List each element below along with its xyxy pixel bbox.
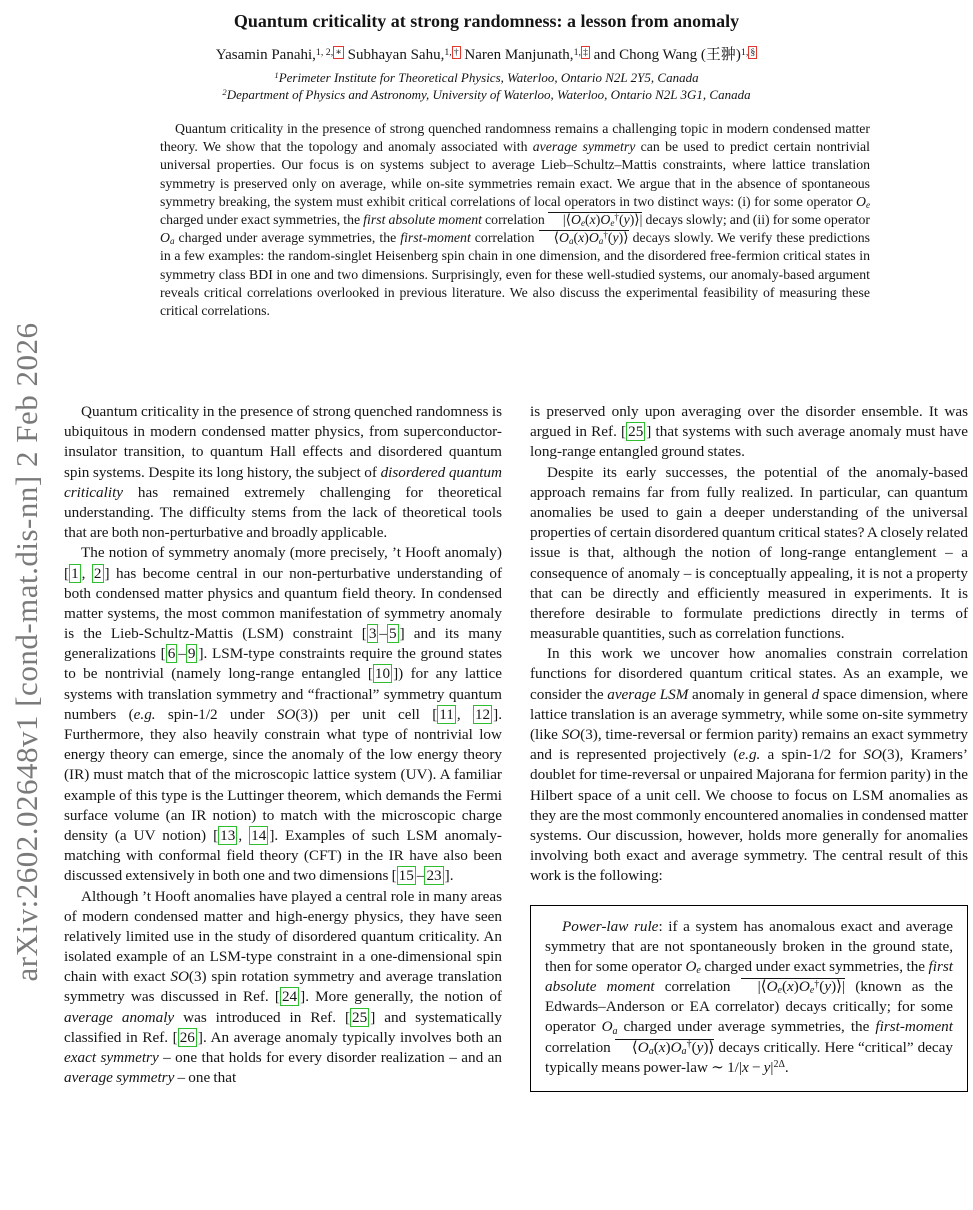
text-run: ] xyxy=(493,705,499,723)
text-run: (known as the Edwards–Anderson or EA correlator) decays critically; for some operator xyxy=(545,978,954,1036)
text-run: O xyxy=(588,230,599,246)
text-run: correlation xyxy=(654,978,741,996)
citation-link[interactable]: 3 xyxy=(368,625,377,643)
text-run: In this work we uncover how anomalies constrain correlation functions for disordered quantum critical states. As an example, we consider the xyxy=(530,645,968,703)
text-run: |⟨ xyxy=(562,212,572,228)
text-run: can be used to predict certain nontrivial universal properties. Our focus is on systems subject to average Lieb–Schultz–Mattis constraints, where lattice translation symmetry is preserved only on average, while on-site symmetries remain exact. We argue that in the absence of spontaneous symmetry breaking, the system must exhibit critical correlations of local operators in two distinct ways: (i) for some operator xyxy=(160,139,871,209)
text-run: 2Δ xyxy=(773,1059,785,1071)
text-run: [ xyxy=(432,705,438,723)
text-run: . LSM-type constraints require the ground states to be nontrivial (namely long-range entangled xyxy=(64,645,503,683)
text-run: O xyxy=(601,1018,613,1036)
text-run: x xyxy=(578,230,585,246)
text-run: ) xyxy=(584,230,589,246)
text-run: . More generally, the notion of xyxy=(305,988,502,1006)
affiliation-line-1 xyxy=(0,70,973,87)
text-run: ( xyxy=(819,978,825,996)
text-run: [ xyxy=(367,665,373,683)
two-column-body xyxy=(64,402,968,1092)
text-run: x xyxy=(787,978,794,996)
paragraph xyxy=(64,887,502,1089)
text-run: space dimension, where lattice translation is an average symmetry, while some on-site symmetry (like xyxy=(530,685,968,743)
text-run: Although ’t Hooft anomalies have played a central role in many areas of modern condensed matter and high-energy physics, they have seen relatively limited use in the study of disordered quantum criticality. An isolated example of an LSM-type constraint in a one-dimensional spin chain with exact xyxy=(64,887,502,986)
text-run: exact symmetry xyxy=(64,1049,159,1066)
text-run: O xyxy=(766,978,778,996)
text-run: . Examples of such LSM anomaly-matching with conformal field theory (CFT) in the IR have also been discussed extensively in both one and two dimensions xyxy=(64,826,502,885)
right-column-paragraphs xyxy=(530,402,968,887)
text-run: SO xyxy=(276,705,296,723)
text-run: 2 xyxy=(222,86,227,97)
text-run: [ xyxy=(274,988,280,1006)
text-run: . xyxy=(449,867,454,885)
text-run: ( xyxy=(653,1038,659,1056)
citation-link[interactable]: 9 xyxy=(187,645,196,663)
text-run: ⟨ xyxy=(631,1038,638,1056)
text-run: SO xyxy=(863,746,882,764)
text-run: 1 xyxy=(274,70,279,81)
text-run: and its many generalizations xyxy=(64,625,502,663)
citation-link[interactable]: 14 xyxy=(251,826,267,844)
text-run: a spin-1/2 for xyxy=(760,746,864,764)
text-run: O xyxy=(855,193,866,209)
text-run: Yasamin Panahi, xyxy=(215,47,316,63)
text-run: 1, xyxy=(573,46,581,58)
text-run: ) xyxy=(793,978,799,996)
text-run: a xyxy=(598,236,604,247)
citation-link[interactable]: 13 xyxy=(220,826,236,844)
text-run: O xyxy=(637,1038,649,1056)
text-run: )⟩ xyxy=(703,1038,715,1056)
text-run: correlation xyxy=(545,1038,615,1056)
text-run: first-moment xyxy=(400,230,471,246)
text-run: average anomaly xyxy=(64,1008,175,1026)
text-run: Naren Manjunath, xyxy=(460,47,574,63)
text-run: has become central in our non-perturbative understanding of both condensed matter physics and quantum field theory. In condensed matter systems, the most common manifestation of symmetry anomaly is the Lieb-Schultz-Mattis (LSM) constraint xyxy=(64,564,502,643)
text-run: spin-1/2 under xyxy=(155,705,277,723)
text-run: – xyxy=(416,867,425,885)
paper-title: Quantum criticality at strong randomness: a lesson from anomaly xyxy=(233,11,740,31)
paragraph xyxy=(64,543,502,886)
text-run: [ xyxy=(64,564,70,582)
citation-link[interactable]: 1 xyxy=(71,564,79,582)
text-run: e xyxy=(696,965,701,977)
text-run: e xyxy=(777,985,782,997)
text-run: ( xyxy=(573,230,579,246)
text-run: † xyxy=(814,978,820,990)
overline-math xyxy=(539,230,629,245)
text-run: † xyxy=(686,1039,692,1051)
text-run: Department of Physics and Astronomy, University of Waterloo, Waterloo, Ontario N2L 3G1, Canada xyxy=(226,86,751,102)
text-run: ( xyxy=(691,1038,697,1056)
text-run: ) for any lattice systems with translation symmetry and “fractional” symmetry quantum numbers ( xyxy=(64,665,503,723)
text-run: Quantum criticality in the presence of strong quenched randomness remains a challenging topic in modern condensed matter theory. We show that the topology and anomaly associated with xyxy=(160,121,870,155)
citation-link[interactable]: 25 xyxy=(628,423,644,441)
text-run: d xyxy=(811,685,820,703)
author-line xyxy=(0,46,973,65)
text-run: a xyxy=(568,236,574,247)
text-run: correlation xyxy=(470,230,539,246)
text-run: Despite its early successes, the potential of the anomaly-based approach remains far from fully realized. In particular, can quantum anomalies be used to gain a deeper understanding of the universal properties of certain disordered quantum critical states? A closely related issue is that, although the notion of long-range entanglement – a consequence of anomaly – is conceptually appealing, it is not a property that can be directly and efficiently measured in experiments. It is therefore desirable to formulate predictions directly in terms of measurable quantities, such as correlation functions. xyxy=(530,463,968,643)
text-run: average LSM xyxy=(607,685,689,703)
text-run: O xyxy=(558,230,569,246)
text-run: y xyxy=(763,1058,771,1076)
text-run: )⟩ xyxy=(618,230,629,246)
text-run: x xyxy=(741,1058,749,1076)
text-run: average symmetry xyxy=(532,139,636,155)
text-run: O xyxy=(685,957,697,975)
text-run: (3), time-reversal or fermion parity) remains an exact symmetry and is represented projectively ( xyxy=(530,726,969,764)
text-run: [ xyxy=(172,1028,178,1046)
text-run: ) xyxy=(665,1038,671,1056)
text-run: charged under average symmetries, the xyxy=(174,230,401,246)
text-run: ] xyxy=(370,1008,376,1026)
citation-link[interactable]: 24 xyxy=(281,988,298,1006)
text-run: was introduced in Ref. xyxy=(174,1008,345,1026)
text-run: decays slowly; and (ii) for some operator xyxy=(642,212,871,228)
text-run: SO xyxy=(561,726,581,743)
right-column xyxy=(530,402,968,1092)
text-run: a xyxy=(612,1025,618,1037)
text-run: 1, xyxy=(740,46,749,58)
citation-link[interactable]: 5 xyxy=(389,625,397,643)
text-run: O xyxy=(798,978,810,996)
text-run: ( xyxy=(781,978,788,996)
text-run: decays critically. Here “critical” decay typically means power-law ∼ 1/| xyxy=(545,1038,953,1076)
citation-link[interactable]: 11 xyxy=(439,705,454,723)
text-run: [ xyxy=(344,1008,351,1026)
citation-link[interactable]: 26 xyxy=(179,1028,195,1046)
citation-link[interactable]: 23 xyxy=(426,867,442,885)
text-run: – xyxy=(379,625,387,643)
overline-math xyxy=(548,212,643,227)
text-run: e xyxy=(809,985,815,997)
text-run: first absolute moment xyxy=(363,212,482,228)
text-run: ] xyxy=(269,826,275,844)
arxiv-watermark: arXiv:2602.02648v1 [cond-mat.dis-nn] 2 Feb 2026 xyxy=(9,322,44,982)
paragraph xyxy=(530,463,968,645)
text-run: has remained extremely challenging for theoretical understanding. The difficulty stems from the lack of theoretical tools that are both non-perturbative and broadly applicable. xyxy=(64,483,502,542)
text-run: a xyxy=(169,236,175,247)
text-run: ( xyxy=(618,212,624,228)
citation-link[interactable]: 10 xyxy=(374,665,391,683)
text-run: (3) spin rotation symmetry and average translation symmetry was discussed in Ref. xyxy=(64,968,502,1006)
text-run: ] xyxy=(393,665,399,683)
text-run: O xyxy=(160,230,170,246)
text-run: , xyxy=(81,564,92,582)
text-run: e xyxy=(581,218,586,229)
paragraph xyxy=(530,644,968,886)
text-run: e.g. xyxy=(133,705,156,723)
text-run: | xyxy=(770,1058,774,1076)
text-run: ( xyxy=(585,212,590,228)
text-run: y xyxy=(623,212,630,228)
power-law-rule-box xyxy=(530,905,968,1093)
text-run: O xyxy=(600,212,611,228)
text-run: , xyxy=(238,826,250,844)
text-run: [ xyxy=(361,625,367,643)
text-run: x xyxy=(589,212,596,228)
overline-math xyxy=(741,978,846,995)
text-run: disordered quantum criticality xyxy=(64,463,502,501)
text-run: [ xyxy=(160,645,166,663)
text-run: and systematically classified in Ref. xyxy=(64,1008,502,1046)
text-run: that systems with such average anomaly must have long-range entangled ground states. xyxy=(530,423,968,461)
text-run: . xyxy=(784,1058,789,1076)
text-run: Perimeter Institute for Theoretical Physics, Waterloo, Ontario N2L 2Y5, Canada xyxy=(278,70,699,85)
text-run: charged under exact symmetries, the xyxy=(160,212,364,228)
text-run: a xyxy=(681,1045,687,1057)
text-run: [ xyxy=(213,826,219,844)
footnote-link[interactable]: ‡ xyxy=(582,46,588,58)
citation-link[interactable]: 25 xyxy=(352,1008,368,1026)
text-run: † xyxy=(603,230,608,241)
power-law-rule-text xyxy=(545,917,953,1079)
overline-math xyxy=(615,1039,715,1056)
text-run: ] xyxy=(197,1028,203,1046)
text-run: . An average anomaly typically involves both an xyxy=(202,1028,502,1046)
text-run: ] xyxy=(300,988,306,1006)
text-run: e.g. xyxy=(738,746,761,764)
paragraph xyxy=(64,402,502,543)
affiliations xyxy=(0,70,973,103)
footnote-link[interactable]: † xyxy=(453,46,459,58)
text-run: † xyxy=(614,211,619,222)
text-run: − xyxy=(748,1058,764,1076)
text-run: The notion of symmetry anomaly (more precisely, ’t Hooft anomaly) xyxy=(81,544,502,562)
text-run: is preserved only upon averaging over the disorder ensemble. It was argued in Ref. xyxy=(530,403,968,441)
text-run: 1, 2, xyxy=(315,46,334,58)
paragraph xyxy=(530,402,968,463)
text-run: – xyxy=(178,645,186,663)
text-run: O xyxy=(670,1038,682,1056)
text-run: ] xyxy=(646,423,652,441)
citation-link[interactable]: 12 xyxy=(474,705,491,723)
text-run: ] xyxy=(399,625,405,643)
text-run: a xyxy=(648,1045,654,1057)
text-run: [ xyxy=(621,423,627,441)
text-run: y xyxy=(612,230,619,246)
text-run: , xyxy=(456,705,473,723)
text-run: : if a system has anomalous exact and average symmetry that are not spontaneously broken in the ground state, then for some operator xyxy=(545,917,953,975)
text-run: ] xyxy=(104,564,110,582)
text-run: – one that holds for every disorder realization – and an xyxy=(158,1049,502,1066)
left-column xyxy=(64,402,502,1092)
text-run: average symmetry xyxy=(64,1069,175,1087)
text-run: |⟨ xyxy=(757,978,767,996)
affiliation-line-2 xyxy=(0,87,973,104)
text-run: ( xyxy=(607,230,613,246)
text-run: SO xyxy=(170,968,189,986)
text-run: y xyxy=(696,1038,704,1056)
text-run: charged under exact symmetries, the xyxy=(700,957,929,975)
text-run: )⟩| xyxy=(629,212,643,228)
text-run: y xyxy=(824,978,832,996)
text-run: . Furthermore, they also heavily constrain what type of nontrivial low energy theory can emerge, since the anomaly of the low energy theory (IR) must match that of the microscopic lattice system (UV). A familiar example of this type is the Luttinger theorem, which demands the Fermi surface volume (an IR notion) to match with the microscopic charge density (a UV notion) xyxy=(64,705,502,844)
text-run: ⟨ xyxy=(553,230,559,246)
text-run: ] xyxy=(444,867,450,885)
page xyxy=(0,10,973,1210)
text-run: (3), Kramers’ doublet for time-reversal or unpaired Majorana for fermion parity) in the Hilbert space of a unit cell. We choose to focus on LSM anomalies as they are the most commonly encountered anomalies in condensed matter systems. Our discussion, however, holds more generally for anomalies involving both exact and average symmetry. The central result of this work is the following: xyxy=(530,746,968,885)
text-run: correlation xyxy=(481,212,548,228)
text-run: O xyxy=(571,212,581,228)
text-run: – one that xyxy=(174,1069,237,1087)
text-run: e xyxy=(610,218,615,229)
text-run: (3)) per unit cell xyxy=(295,705,433,723)
text-run: decays slowly. We verify these predictions in a few examples: the random-singlet Heisenberg spin chain in one dimension, and the disordered free-fermion critical states in symmetry class BDI in one and two dimensions. Surprisingly, even for these well-studied systems, our anomaly-based argument reveals critical correlations overlooked in previous literature. We also discuss the experimental feasibility of measuring these critical correlations. xyxy=(160,230,870,319)
abstract xyxy=(160,120,870,320)
text-run: first-moment xyxy=(875,1018,953,1036)
footnote-link[interactable]: § xyxy=(750,46,756,58)
text-run: anomaly in general xyxy=(688,685,812,703)
text-run: and Chong Wang (王翀) xyxy=(589,47,741,63)
citation-link[interactable]: 2 xyxy=(93,564,102,582)
text-run: )⟩| xyxy=(831,978,846,996)
text-run: x xyxy=(658,1038,666,1056)
text-run: Quantum criticality in the presence of strong quenched randomness is ubiquitous in modern condensed matter physics, from superconductor-insulator transition, to quantum Hall effects and disordered quantum spin systems. Despite its long history, the subject of xyxy=(64,403,502,481)
citation-link[interactable]: 6 xyxy=(167,645,176,663)
text-run: Power-law rule xyxy=(562,917,659,935)
footnote-link[interactable]: ∗ xyxy=(335,46,342,58)
citation-link[interactable]: 15 xyxy=(398,867,414,885)
text-run: Subhayan Sahu, xyxy=(343,47,445,63)
text-run: ] xyxy=(198,645,204,663)
text-run: ) xyxy=(595,212,601,228)
text-run: [ xyxy=(391,867,397,885)
text-run: 1, xyxy=(444,46,452,58)
text-run: first absolute moment xyxy=(545,957,953,996)
text-run: charged under average symmetries, the xyxy=(617,1018,876,1036)
text-run: e xyxy=(865,199,870,210)
